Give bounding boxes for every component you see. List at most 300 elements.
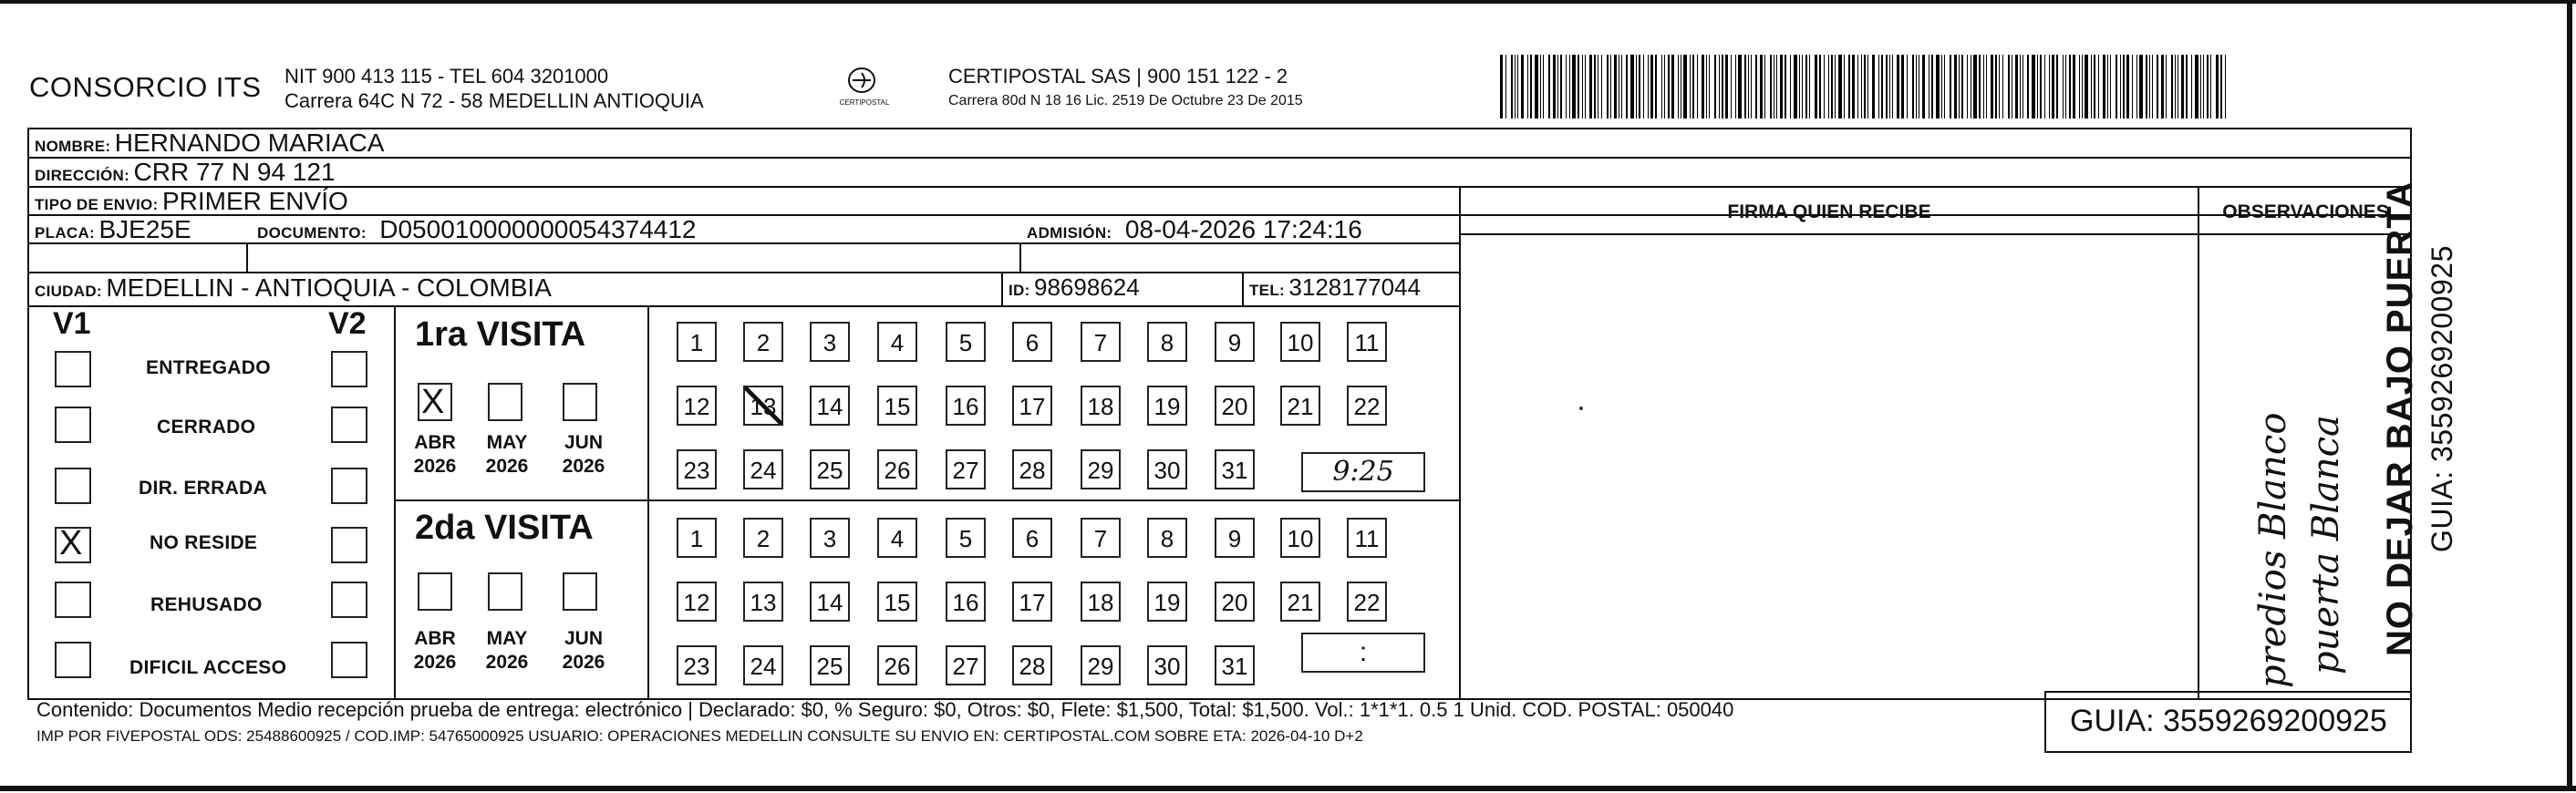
barcode-bar [1639, 55, 1640, 118]
barcode-bar [2063, 55, 2064, 118]
barcode-bar [2107, 55, 2108, 118]
documento-field [257, 215, 697, 244]
barcode-bar [1535, 55, 1538, 118]
barcode-bar [2044, 55, 2045, 118]
signature-mark [1579, 407, 1583, 410]
barcode-bar [2037, 55, 2038, 118]
month-year: 2026 [413, 652, 457, 673]
visita1-day-2[interactable]: 2 [743, 322, 783, 362]
barcode-bar [2161, 55, 2164, 118]
visita1-day-12[interactable]: 12 [677, 386, 717, 426]
barcode-bar [1511, 55, 1513, 118]
visita2-day-23[interactable]: 23 [677, 645, 717, 685]
barcode-bar [1735, 55, 1736, 118]
month-name: JUN [564, 628, 603, 649]
barcode-bar [1722, 55, 1723, 118]
visita1-day-9[interactable]: 9 [1215, 322, 1255, 362]
barcode [1500, 55, 2229, 118]
barcode-bar [2027, 55, 2029, 118]
visita2-day-20[interactable]: 20 [1215, 582, 1255, 622]
barcode-bar [1572, 55, 1576, 118]
barcode-bar [1881, 55, 1883, 118]
barcode-bar [1967, 55, 1968, 118]
barcode-bar [1831, 55, 1833, 118]
visita2-day-7[interactable]: 7 [1081, 518, 1121, 558]
direccion-label: DIRECCIÓN: [35, 167, 130, 184]
month-name: JUN [564, 432, 603, 453]
barcode-bar [2056, 55, 2058, 118]
barcode-bar [1601, 55, 1602, 118]
visita2-day-24[interactable]: 24 [743, 645, 783, 685]
visita2-day-14[interactable]: 14 [810, 582, 850, 622]
v1-label: V1 [53, 306, 91, 341]
visita2-jun-checkbox[interactable] [563, 572, 597, 611]
barcode-bar [1848, 55, 1850, 118]
barcode-bar [2210, 55, 2211, 118]
dificil-acceso-v2-checkbox[interactable] [331, 642, 367, 678]
barcode-bar [1594, 55, 1596, 118]
visita1-day-16[interactable]: 16 [946, 386, 986, 426]
visita1-title: 1ra VISITA [415, 315, 586, 354]
barcode-bar [2136, 55, 2137, 118]
visita1-day-10[interactable]: 10 [1280, 322, 1320, 362]
visita1-day-3[interactable]: 3 [810, 322, 850, 362]
barcode-bar [2126, 55, 2129, 118]
barcode-bar [1738, 55, 1742, 118]
company-contact [284, 64, 704, 113]
footer-imp: IMP POR FIVEPOSTAL ODS: 25488600925 / COD.IMP: 54765000925 USUARIO: OPERACIONES MEDELLIN CONSULTE SU ENVIO EN: CERTIPOSTAL.COM SOBRE ETA: 2026-04-10 D+2 [36, 727, 1363, 745]
barcode-bar [1725, 55, 1728, 118]
no-reside-v2-checkbox[interactable] [331, 527, 367, 563]
barcode-bar [2186, 55, 2188, 118]
no-reside-v1-checkbox[interactable] [55, 524, 91, 563]
visita1-day-18[interactable]: 18 [1081, 386, 1121, 426]
bottom-border [0, 786, 2576, 791]
barcode-bar [1731, 55, 1732, 118]
visita1-time-box[interactable]: 9:25 [1301, 452, 1425, 492]
barcode-bar [1664, 55, 1665, 118]
barcode-bar [1999, 55, 2000, 118]
barcode-bar [2149, 55, 2150, 118]
barcode-bar [1553, 55, 1556, 118]
visita1-may-checkbox[interactable] [488, 383, 522, 421]
visita1-day-7[interactable]: 7 [1081, 322, 1121, 362]
guia-number: GUIA: 3559269200925 [2070, 704, 2387, 738]
visita2-day-3[interactable]: 3 [810, 518, 850, 558]
visita1-day-31[interactable]: 31 [1215, 449, 1255, 489]
barcode-bar [1886, 55, 1888, 118]
barcode-bar [2139, 55, 2143, 118]
tel-label: TEL: [1249, 282, 1285, 299]
visita2-month-jun [556, 627, 611, 675]
barcode-bar [1857, 55, 1858, 118]
company-address: Carrera 64C N 72 - 58 MEDELLIN ANTIOQUIA [284, 89, 704, 112]
visita1-day-24[interactable]: 24 [743, 449, 783, 489]
barcode-bar [2216, 55, 2219, 118]
barcode-bar [1610, 55, 1611, 118]
tipo-field [35, 187, 348, 216]
visita2-day-28[interactable]: 28 [1012, 645, 1052, 685]
visita2-day-27[interactable]: 27 [946, 645, 986, 685]
month-year: 2026 [413, 456, 457, 477]
dir-errada-v2-checkbox[interactable] [331, 468, 367, 504]
visita1-day-8[interactable]: 8 [1147, 322, 1187, 362]
cerrado-v1-checkbox[interactable] [55, 407, 91, 443]
barcode-bar [2049, 55, 2050, 118]
visita2-day-17[interactable]: 17 [1012, 582, 1052, 622]
barcode-bar [1805, 55, 1807, 118]
check-mark: X [59, 524, 83, 562]
barcode-bar [1815, 55, 1817, 118]
barcode-bar [1678, 55, 1679, 118]
visita1-day-4[interactable]: 4 [877, 322, 917, 362]
visita1-day-26[interactable]: 26 [877, 449, 917, 489]
month-year: 2026 [485, 456, 529, 477]
visita2-day-19[interactable]: 19 [1147, 582, 1187, 622]
barcode-bar [2166, 55, 2167, 118]
barcode-bar [1755, 55, 1757, 118]
nombre-label: NOMBRE: [35, 138, 111, 155]
barcode-bar [1643, 55, 1644, 118]
visita2-time-box[interactable]: : [1301, 633, 1425, 673]
barcode-bar [1668, 55, 1670, 118]
visita2-day-13[interactable]: 13 [743, 582, 783, 622]
col-divider [2198, 186, 2199, 698]
visita1-day-28[interactable]: 28 [1012, 449, 1052, 489]
visita2-day-21[interactable]: 21 [1280, 582, 1320, 622]
status-entregado: ENTREGADO [146, 357, 271, 378]
barcode-bar [1986, 55, 1987, 118]
col-divider [647, 305, 649, 698]
barcode-bar [2171, 55, 2173, 118]
visita1-day-20[interactable]: 20 [1215, 386, 1255, 426]
visita1-day-25[interactable]: 25 [810, 449, 850, 489]
barcode-bar [1824, 55, 1825, 118]
status-dir-errada: DIR. ERRADA [139, 478, 267, 499]
barcode-bar [1901, 55, 1904, 118]
visita2-month-abr [408, 627, 462, 675]
barcode-bar [2207, 55, 2209, 118]
visita2-day-25[interactable]: 25 [810, 645, 850, 685]
visita1-day-17[interactable]: 17 [1012, 386, 1052, 426]
visita1-day-6[interactable]: 6 [1012, 322, 1052, 362]
barcode-bar [2200, 55, 2201, 118]
barcode-bar [1907, 55, 1908, 118]
barcode-bar [1844, 55, 1845, 118]
check-mark: X [421, 383, 445, 421]
placa-value: BJE25E [98, 215, 191, 243]
col-divider [394, 305, 396, 698]
visita1-day-5[interactable]: 5 [946, 322, 986, 362]
handwritten-note-2: puerta Blanca [2305, 415, 2347, 675]
barcode-bar [1566, 55, 1567, 118]
barcode-bar [2094, 55, 2095, 118]
barcode-bar [1500, 55, 1503, 118]
barcode-bar [2220, 55, 2222, 118]
id-field [1009, 273, 1140, 302]
visita2-day-18[interactable]: 18 [1081, 582, 1121, 622]
documento-value: D050010000000054374412 [379, 215, 697, 243]
visita2-day-22[interactable]: 22 [1347, 582, 1387, 622]
dificil-acceso-v1-checkbox[interactable] [55, 642, 91, 678]
visita2-day-11[interactable]: 11 [1347, 518, 1387, 558]
barcode-bar [1614, 55, 1617, 118]
barcode-bar [1912, 55, 1914, 118]
barcode-bar [2110, 55, 2111, 118]
barcode-bar [2073, 55, 2075, 118]
barcode-bar [1959, 55, 1960, 118]
visita1-day-30[interactable]: 30 [1147, 449, 1187, 489]
barcode-bar [1835, 55, 1836, 118]
barcode-bar [1515, 55, 1516, 118]
barcode-bar [2098, 55, 2099, 118]
barcode-bar [1714, 55, 1716, 118]
barcode-bar [1744, 55, 1746, 118]
visita2-day-29[interactable]: 29 [1081, 645, 1121, 685]
visita1-month-jun [556, 431, 611, 479]
barcode-bar [1878, 55, 1879, 118]
visita1-day-14[interactable]: 14 [810, 386, 850, 426]
barcode-bar [1505, 55, 1506, 118]
barcode-bar [1557, 55, 1558, 118]
barcode-bar [1961, 55, 1963, 118]
visita2-day-12[interactable]: 12 [677, 582, 717, 622]
nit-line: NIT 900 413 115 - TEL 604 3201000 [284, 65, 609, 88]
row-divider [27, 186, 2412, 188]
visita2-may-checkbox[interactable] [488, 572, 522, 611]
visita1-day-15[interactable]: 15 [877, 386, 917, 426]
status-rehusado: REHUSADO [150, 594, 263, 615]
rehusado-v2-checkbox[interactable] [331, 582, 367, 618]
barcode-bar [2157, 55, 2158, 118]
barcode-bar [1991, 55, 1993, 118]
visita2-day-31[interactable]: 31 [1215, 645, 1255, 685]
visita2-title: 2da VISITA [415, 509, 594, 547]
barcode-bar [2120, 55, 2121, 118]
barcode-bar [1828, 55, 1829, 118]
visita2-day-30[interactable]: 30 [1147, 645, 1187, 685]
visita2-day-10[interactable]: 10 [1280, 518, 1320, 558]
visita1-day-21[interactable]: 21 [1280, 386, 1320, 426]
barcode-bar [1697, 55, 1698, 118]
barcode-bar [1764, 55, 1765, 118]
barcode-bar [1690, 55, 1691, 118]
visita2-day-2[interactable]: 2 [743, 518, 783, 558]
barcode-bar [1671, 55, 1674, 118]
month-year: 2026 [562, 652, 605, 673]
visita1-day-29[interactable]: 29 [1081, 449, 1121, 489]
barcode-bar [2191, 55, 2192, 118]
direccion-value: CRR 77 N 94 121 [133, 158, 336, 186]
barcode-bar [1527, 55, 1528, 118]
firma-label: FIRMA QUIEN RECIBE [1727, 201, 1931, 222]
barcode-bar [2175, 55, 2176, 118]
barcode-bar [2032, 55, 2035, 118]
barcode-bar [1650, 55, 1653, 118]
visita1-day-22[interactable]: 22 [1347, 386, 1387, 426]
rehusado-v1-checkbox[interactable] [55, 582, 91, 618]
visita1-day-27[interactable]: 27 [946, 449, 986, 489]
barcode-bar [2195, 55, 2198, 118]
barcode-bar [2082, 55, 2083, 118]
barcode-bar [1941, 55, 1942, 118]
visita1-day-13[interactable]: 13 [743, 386, 783, 426]
barcode-bar [1569, 55, 1570, 118]
month-year: 2026 [485, 652, 529, 673]
tel-value: 3128177044 [1288, 273, 1422, 301]
visita1-day-23[interactable]: 23 [677, 449, 717, 489]
barcode-bar [1867, 55, 1868, 118]
barcode-bar [1872, 55, 1875, 118]
barcode-bar [1578, 55, 1579, 118]
barcode-bar [1751, 55, 1752, 118]
documento-label: DOCUMENTO: [257, 224, 367, 242]
col-divider [1001, 272, 1003, 305]
barcode-bar [1543, 55, 1544, 118]
tel-field [1249, 273, 1421, 302]
barcode-bar [2181, 55, 2184, 118]
barcode-bar [2085, 55, 2088, 118]
placa-field [35, 215, 191, 244]
ciudad-value: MEDELLIN - ANTIOQUIA - COLOMBIA [106, 273, 552, 302]
barcode-bar [1944, 55, 1945, 118]
ciudad-field [35, 273, 552, 303]
barcode-bar [1585, 55, 1586, 118]
id-value: 98698624 [1034, 273, 1140, 301]
visita2-abr-checkbox[interactable] [418, 572, 452, 611]
tipo-value: PRIMER ENVÍO [161, 187, 348, 215]
no-dejar-bajo-puerta: NO DEJAR BAJO PUERTA [2380, 180, 2420, 656]
barcode-bar [1776, 55, 1777, 118]
visita2-day-1[interactable]: 1 [677, 518, 717, 558]
barcode-bar [2116, 55, 2117, 118]
visita2-day-6[interactable]: 6 [1012, 518, 1052, 558]
barcode-bar [1560, 55, 1562, 118]
visita2-day-9[interactable]: 9 [1215, 518, 1255, 558]
certipostal-info [948, 64, 1303, 113]
admision-field [1027, 215, 1362, 244]
dir-errada-v1-checkbox[interactable] [55, 468, 91, 504]
barcode-bar [1655, 55, 1657, 118]
right-border [2567, 0, 2572, 791]
barcode-bar [1719, 55, 1720, 118]
barcode-bar [2065, 55, 2066, 118]
visita1-day-11[interactable]: 11 [1347, 322, 1387, 362]
admision-label: ADMISIÓN: [1027, 224, 1112, 242]
barcode-bar [1582, 55, 1583, 118]
visita2-day-15[interactable]: 15 [877, 582, 917, 622]
barcode-bar [2040, 55, 2042, 118]
entregado-v2-checkbox[interactable] [331, 351, 367, 387]
visita2-day-26[interactable]: 26 [877, 645, 917, 685]
visita2-day-5[interactable]: 5 [946, 518, 986, 558]
status-dificil-acceso: DIFICIL ACCESO [129, 657, 287, 678]
row-divider [27, 305, 1461, 307]
barcode-bar [1973, 55, 1977, 118]
tipo-label: TIPO DE ENVIO: [35, 196, 159, 213]
barcode-bar [1922, 55, 1925, 118]
visita2-day-16[interactable]: 16 [946, 582, 986, 622]
observaciones-label: OBSERVACIONES [2222, 201, 2389, 222]
barcode-bar [1760, 55, 1763, 118]
visita1-day-19[interactable]: 19 [1147, 386, 1187, 426]
barcode-bar [2020, 55, 2021, 118]
barcode-bar [1636, 55, 1637, 118]
barcode-bar [1748, 55, 1749, 118]
nombre-value: HERNANDO MARIACA [114, 129, 385, 157]
barcode-bar [1861, 55, 1862, 118]
id-label: ID: [1009, 282, 1030, 299]
barcode-bar [1897, 55, 1899, 118]
visita2-day-8[interactable]: 8 [1147, 518, 1187, 558]
barcode-bar [2015, 55, 2018, 118]
barcode-bar [1626, 55, 1628, 118]
barcode-bar [1892, 55, 1893, 118]
col-divider [1242, 272, 1244, 305]
visita1-abr-checkbox[interactable] [418, 383, 452, 421]
barcode-bar [1521, 55, 1524, 118]
barcode-bar [1979, 55, 1981, 118]
barcode-bar [1950, 55, 1951, 118]
visita1-jun-checkbox[interactable] [563, 383, 597, 421]
month-name: ABR [414, 628, 456, 649]
barcode-bar [2079, 55, 2080, 118]
seal-text: CERTIPOSTAL [839, 98, 890, 107]
visita1-month-abr [408, 431, 462, 479]
company-name: CONSORCIO ITS [29, 71, 262, 103]
barcode-bar [1785, 55, 1786, 118]
barcode-bar [1607, 55, 1609, 118]
visita2-day-4[interactable]: 4 [877, 518, 917, 558]
guia-vertical: GUIA: 3559269200925 [2426, 245, 2458, 552]
visita1-month-may [480, 431, 534, 479]
month-year: 2026 [562, 456, 605, 477]
barcode-bar [1889, 55, 1890, 118]
entregado-v1-checkbox[interactable] [55, 351, 91, 387]
barcode-bar [1864, 55, 1866, 118]
barcode-bar [2132, 55, 2133, 118]
month-name: MAY [486, 432, 528, 453]
barcode-bar [1954, 55, 1957, 118]
barcode-bar [1931, 55, 1933, 118]
barcode-bar [1648, 55, 1649, 118]
month-name: ABR [414, 432, 456, 453]
barcode-bar [1770, 55, 1772, 118]
barcode-bar [2069, 55, 2071, 118]
barcode-bar [2123, 55, 2125, 118]
barcode-bar [1621, 55, 1622, 118]
barcode-bar [1794, 55, 1797, 118]
barcode-bar [2152, 55, 2153, 118]
barcode-bar [2103, 55, 2105, 118]
month-name: MAY [486, 628, 528, 649]
cerrado-v2-checkbox[interactable] [331, 407, 367, 443]
barcode-bar [2002, 55, 2003, 118]
col-divider [246, 242, 248, 272]
barcode-bar [1540, 55, 1541, 118]
barcode-bar [1780, 55, 1783, 118]
certipostal-line: CERTIPOSTAL SAS | 900 151 122 - 2 [948, 65, 1288, 88]
visita-divider [394, 499, 1459, 501]
barcode-bar [1995, 55, 1997, 118]
barcode-bar [1702, 55, 1704, 118]
certipostal-address: Carrera 80d N 18 16 Lic. 2519 De Octubre 23 De 2015 [948, 93, 1303, 108]
barcode-bar [1809, 55, 1810, 118]
barcode-bar [2225, 55, 2226, 118]
status-no-reside: NO RESIDE [150, 532, 258, 553]
visita1-day-1[interactable]: 1 [677, 322, 717, 362]
barcode-bar [1983, 55, 1984, 118]
